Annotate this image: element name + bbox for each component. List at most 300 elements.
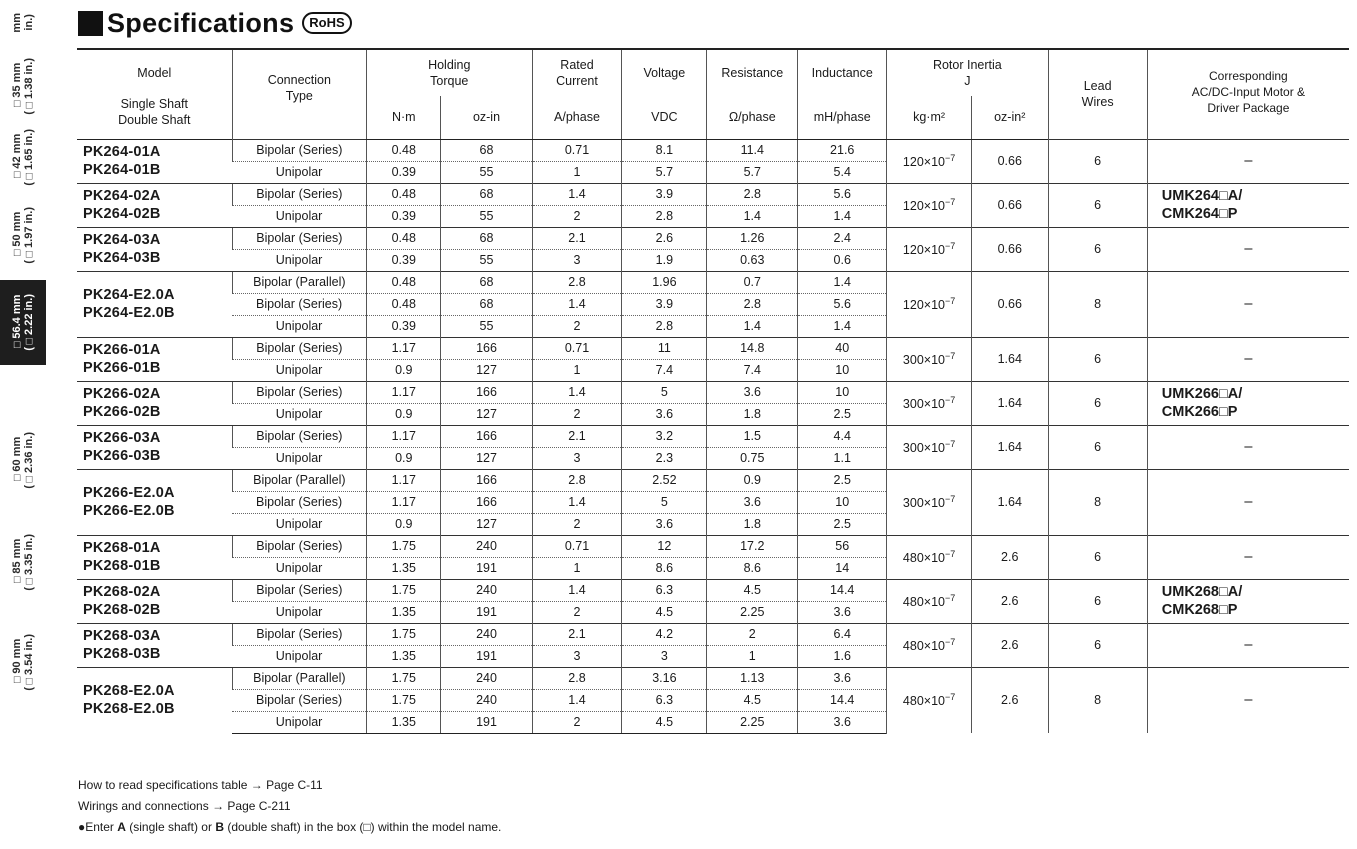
- package-cell: –: [1147, 535, 1349, 579]
- resistance-cell: 1.13: [707, 667, 798, 689]
- inertia-kgm2-cell: [887, 337, 972, 381]
- header-model: Model: [77, 49, 232, 96]
- inertia-ozin2-cell: 2.6: [971, 667, 1048, 733]
- torque-nm-cell: 1.17: [367, 381, 441, 403]
- table-row: [77, 271, 1349, 293]
- connection-type-cell: Unipolar: [232, 315, 366, 337]
- torque-ozin-cell: 127: [441, 359, 532, 381]
- inertia-kgm2-cell: [887, 381, 972, 425]
- table-row: [77, 139, 1349, 161]
- side-tab-label: □85 mm (□3.35 in.): [11, 534, 35, 591]
- package-cell: –: [1147, 667, 1349, 733]
- inertia-kgm2-cell: [887, 469, 972, 535]
- model-cell: [77, 337, 232, 381]
- lead-wires-cell: 8: [1048, 667, 1147, 733]
- connection-type-cell: Unipolar: [232, 557, 366, 579]
- current-cell: 2.8: [532, 667, 622, 689]
- connection-type-cell: Bipolar (Series): [232, 227, 366, 249]
- model-double-shaft: PK266-E2.0B: [83, 503, 175, 519]
- unit-inertia-ozin2: oz-in²: [971, 96, 1048, 139]
- header-connection-type: Connection Type: [232, 49, 366, 139]
- torque-ozin-cell: 68: [441, 139, 532, 161]
- connection-type-cell: Unipolar: [232, 447, 366, 469]
- package-cell: –: [1147, 469, 1349, 535]
- page-title: Specifications: [107, 7, 295, 38]
- inductance-cell: 5.6: [798, 183, 887, 205]
- current-cell: 1: [532, 359, 622, 381]
- inertia-mantissa: 120×10: [902, 155, 945, 170]
- torque-nm-cell: 0.9: [367, 513, 441, 535]
- torque-ozin-cell: 191: [441, 645, 532, 667]
- voltage-cell: 3.9: [622, 293, 707, 315]
- current-cell: 1.4: [532, 689, 622, 711]
- resistance-cell: 1.8: [707, 403, 798, 425]
- torque-ozin-cell: 127: [441, 447, 532, 469]
- inertia-exponent: −7: [944, 548, 956, 559]
- torque-nm-cell: 1.17: [367, 491, 441, 513]
- table-row: [77, 535, 1349, 557]
- inertia-exponent: −7: [944, 692, 956, 703]
- torque-nm-cell: 0.39: [367, 315, 441, 337]
- resistance-cell: 1.8: [707, 513, 798, 535]
- torque-nm-cell: 1.35: [367, 601, 441, 623]
- connection-type-cell: Unipolar: [232, 403, 366, 425]
- torque-ozin-cell: 166: [441, 337, 532, 359]
- model-single-shaft: PK266-01A: [83, 342, 161, 358]
- connection-type-cell: Bipolar (Series): [232, 535, 366, 557]
- voltage-cell: 2.8: [622, 315, 707, 337]
- side-tab-5[interactable]: [0, 420, 46, 500]
- side-tab-1[interactable]: [0, 55, 46, 117]
- inductance-cell: 6.4: [798, 623, 887, 645]
- model-single-shaft: PK266-03A: [83, 430, 161, 446]
- heading-square-icon: [78, 11, 103, 36]
- header-lead-wires: Lead Wires: [1048, 49, 1147, 139]
- package-cell: UMK268□A/ CMK268□P: [1147, 579, 1349, 623]
- unit-resistance: Ω/phase: [707, 96, 798, 139]
- connection-type-cell: Unipolar: [232, 601, 366, 623]
- table-row: [77, 183, 1349, 205]
- current-cell: 1: [532, 557, 622, 579]
- connection-type-cell: Bipolar (Parallel): [232, 469, 366, 491]
- inertia-mantissa: 300×10: [902, 353, 945, 368]
- torque-ozin-cell: 191: [441, 711, 532, 733]
- unit-torque-ozin: oz-in: [441, 96, 532, 139]
- model-single-shaft: PK264-02A: [83, 188, 161, 204]
- side-tab-6[interactable]: [0, 520, 46, 605]
- inductance-cell: 10: [798, 491, 887, 513]
- connection-type-cell: Bipolar (Series): [232, 689, 366, 711]
- inertia-mantissa: 480×10: [902, 551, 945, 566]
- inertia-ozin2-cell: 1.64: [971, 381, 1048, 425]
- header-rotor-inertia: Rotor Inertia J: [887, 49, 1048, 96]
- torque-ozin-cell: 55: [441, 249, 532, 271]
- torque-ozin-cell: 127: [441, 403, 532, 425]
- side-tab-label: □42 mm (□1.65 in.): [11, 129, 35, 186]
- inertia-ozin2-cell: 2.6: [971, 535, 1048, 579]
- lead-wires-cell: 8: [1048, 469, 1147, 535]
- inductance-cell: 4.4: [798, 425, 887, 447]
- torque-nm-cell: 1.75: [367, 623, 441, 645]
- inertia-exponent: −7: [944, 636, 956, 647]
- model-single-shaft: PK268-02A: [83, 584, 161, 600]
- model-single-shaft: PK264-E2.0A: [83, 287, 175, 303]
- lead-wires-cell: 6: [1048, 337, 1147, 381]
- inertia-ozin2-cell: 0.66: [971, 183, 1048, 227]
- side-tab-3[interactable]: [0, 200, 46, 270]
- voltage-cell: 5.7: [622, 161, 707, 183]
- table-row: [77, 337, 1349, 359]
- unit-voltage: VDC: [622, 96, 707, 139]
- package-cell: –: [1147, 337, 1349, 381]
- current-cell: 2: [532, 403, 622, 425]
- side-tab-2[interactable]: [0, 125, 46, 190]
- inductance-cell: 1.4: [798, 205, 887, 227]
- model-double-shaft: PK268-E2.0B: [83, 701, 175, 718]
- resistance-cell: 1.4: [707, 315, 798, 337]
- inductance-cell: 10: [798, 359, 887, 381]
- note-enter-box: ●Enter A (single shaft) or B (double shaft) in the box (□) within the model name.: [78, 820, 502, 834]
- connection-type-cell: Unipolar: [232, 645, 366, 667]
- table-row: [77, 425, 1349, 447]
- voltage-cell: 11: [622, 337, 707, 359]
- voltage-cell: 4.5: [622, 711, 707, 733]
- inertia-ozin2-cell: 0.66: [971, 271, 1048, 337]
- model-double-shaft: PK268-02B: [83, 602, 161, 618]
- lead-wires-cell: 6: [1048, 425, 1147, 469]
- table-row: [77, 227, 1349, 249]
- current-cell: 1.4: [532, 381, 622, 403]
- torque-ozin-cell: 240: [441, 667, 532, 689]
- side-tab-label: □35 mm (□1.38 in.): [11, 57, 35, 115]
- model-cell: [77, 381, 232, 425]
- torque-nm-cell: 1.35: [367, 711, 441, 733]
- inertia-exponent: −7: [944, 493, 956, 504]
- lead-wires-cell: 6: [1048, 579, 1147, 623]
- inductance-cell: 0.6: [798, 249, 887, 271]
- current-cell: 1.4: [532, 491, 622, 513]
- model-cell: [77, 623, 232, 667]
- torque-nm-cell: 1.75: [367, 579, 441, 601]
- torque-ozin-cell: 68: [441, 183, 532, 205]
- lead-wires-cell: 8: [1048, 271, 1147, 337]
- torque-nm-cell: 0.9: [367, 403, 441, 425]
- current-cell: 1: [532, 161, 622, 183]
- inertia-kgm2-cell: [887, 139, 972, 183]
- torque-nm-cell: 1.75: [367, 689, 441, 711]
- torque-ozin-cell: 166: [441, 381, 532, 403]
- torque-ozin-cell: 240: [441, 689, 532, 711]
- current-cell: 2.1: [532, 227, 622, 249]
- current-cell: 0.71: [532, 139, 622, 161]
- inertia-mantissa: 300×10: [902, 397, 945, 412]
- voltage-cell: 4.2: [622, 623, 707, 645]
- connection-type-cell: Unipolar: [232, 513, 366, 535]
- voltage-cell: 5: [622, 491, 707, 513]
- inertia-kgm2-cell: [887, 667, 972, 733]
- voltage-cell: 7.4: [622, 359, 707, 381]
- resistance-cell: 1.5: [707, 425, 798, 447]
- voltage-cell: 2.8: [622, 205, 707, 227]
- inductance-cell: 1.1: [798, 447, 887, 469]
- inductance-cell: 3.6: [798, 711, 887, 733]
- inertia-ozin2-cell: 2.6: [971, 623, 1048, 667]
- inductance-cell: 3.6: [798, 667, 887, 689]
- side-tab-label: □50 mm (□1.97 in.): [11, 206, 35, 264]
- connection-type-cell: Bipolar (Series): [232, 579, 366, 601]
- voltage-cell: 2.6: [622, 227, 707, 249]
- inertia-kgm2-cell: [887, 579, 972, 623]
- inertia-mantissa: 120×10: [902, 243, 945, 258]
- model-single-shaft: PK264-01A: [83, 144, 161, 160]
- inertia-kgm2-cell: [887, 183, 972, 227]
- resistance-cell: 2.25: [707, 711, 798, 733]
- resistance-cell: 1.26: [707, 227, 798, 249]
- torque-ozin-cell: 240: [441, 623, 532, 645]
- torque-nm-cell: 0.39: [367, 205, 441, 227]
- voltage-cell: 3.6: [622, 403, 707, 425]
- package-cell: –: [1147, 139, 1349, 183]
- resistance-cell: 11.4: [707, 139, 798, 161]
- side-tab-7[interactable]: [0, 620, 46, 705]
- inertia-mantissa: 120×10: [902, 298, 945, 313]
- torque-ozin-cell: 68: [441, 293, 532, 315]
- connection-type-cell: Bipolar (Parallel): [232, 667, 366, 689]
- torque-nm-cell: 0.48: [367, 227, 441, 249]
- inertia-exponent: −7: [944, 152, 956, 163]
- voltage-cell: 3.16: [622, 667, 707, 689]
- voltage-cell: 12: [622, 535, 707, 557]
- torque-ozin-cell: 240: [441, 535, 532, 557]
- current-cell: 2: [532, 315, 622, 337]
- inertia-mantissa: 480×10: [902, 639, 945, 654]
- model-cell: [77, 271, 232, 337]
- model-cell: [77, 139, 232, 183]
- current-cell: 1.4: [532, 183, 622, 205]
- torque-ozin-cell: 166: [441, 491, 532, 513]
- connection-type-cell: Unipolar: [232, 711, 366, 733]
- model-cell: [77, 579, 232, 623]
- rohs-badge: RoHS: [302, 12, 351, 34]
- section-heading: [78, 6, 352, 40]
- torque-ozin-cell: 55: [441, 161, 532, 183]
- torque-ozin-cell: 240: [441, 579, 532, 601]
- side-tab-label: mm in.): [11, 12, 35, 33]
- inductance-cell: 2.5: [798, 469, 887, 491]
- model-cell: [77, 227, 232, 271]
- inertia-exponent: −7: [944, 438, 956, 449]
- voltage-cell: 3.2: [622, 425, 707, 447]
- inertia-mantissa: 300×10: [902, 441, 945, 456]
- inertia-exponent: −7: [944, 394, 956, 405]
- model-double-shaft: PK266-03B: [83, 448, 161, 464]
- resistance-cell: 0.75: [707, 447, 798, 469]
- header-resistance: Resistance: [707, 49, 798, 96]
- unit-inertia-kgm2: kg·m²: [887, 96, 972, 139]
- inertia-ozin2-cell: 0.66: [971, 139, 1048, 183]
- current-cell: 2.8: [532, 469, 622, 491]
- voltage-cell: 2.52: [622, 469, 707, 491]
- model-double-shaft: PK264-01B: [83, 162, 161, 178]
- current-cell: 2.1: [532, 623, 622, 645]
- model-single-shaft: PK268-E2.0A: [83, 683, 175, 700]
- model-single-shaft: PK264-03A: [83, 232, 161, 248]
- resistance-cell: 0.9: [707, 469, 798, 491]
- voltage-cell: 1.96: [622, 271, 707, 293]
- resistance-cell: 1: [707, 645, 798, 667]
- model-cell: [77, 469, 232, 535]
- package-cell: –: [1147, 623, 1349, 667]
- header-shaft: Single Shaft Double Shaft: [77, 96, 232, 139]
- torque-nm-cell: 1.75: [367, 535, 441, 557]
- connection-type-cell: Bipolar (Series): [232, 139, 366, 161]
- current-cell: 2: [532, 601, 622, 623]
- package-cell: –: [1147, 425, 1349, 469]
- resistance-cell: 3.6: [707, 491, 798, 513]
- torque-nm-cell: 1.17: [367, 337, 441, 359]
- package-cell: –: [1147, 227, 1349, 271]
- header-rated-current: Rated Current: [532, 49, 622, 96]
- torque-nm-cell: 0.48: [367, 139, 441, 161]
- side-tab-strip: [0, 0, 46, 849]
- resistance-cell: 0.63: [707, 249, 798, 271]
- inertia-kgm2-cell: [887, 535, 972, 579]
- torque-nm-cell: 1.35: [367, 557, 441, 579]
- connection-type-cell: Bipolar (Series): [232, 293, 366, 315]
- model-cell: [77, 667, 232, 733]
- model-double-shaft: PK264-02B: [83, 206, 161, 222]
- inductance-cell: 3.6: [798, 601, 887, 623]
- current-cell: 3: [532, 249, 622, 271]
- resistance-cell: 5.7: [707, 161, 798, 183]
- inertia-ozin2-cell: 1.64: [971, 337, 1048, 381]
- side-tab-label: □90 mm (□3.54 in.): [11, 634, 35, 691]
- torque-ozin-cell: 191: [441, 557, 532, 579]
- header-voltage: Voltage: [622, 49, 707, 96]
- connection-type-cell: Bipolar (Parallel): [232, 271, 366, 293]
- connection-type-cell: Unipolar: [232, 359, 366, 381]
- voltage-cell: 3: [622, 645, 707, 667]
- inertia-exponent: −7: [944, 592, 956, 603]
- package-cell: UMK266□A/ CMK266□P: [1147, 381, 1349, 425]
- connection-type-cell: Bipolar (Series): [232, 425, 366, 447]
- model-cell: [77, 425, 232, 469]
- lead-wires-cell: 6: [1048, 139, 1147, 183]
- inertia-mantissa: 120×10: [902, 199, 945, 214]
- torque-nm-cell: 0.48: [367, 183, 441, 205]
- inertia-exponent: −7: [944, 295, 956, 306]
- inertia-kgm2-cell: [887, 623, 972, 667]
- torque-ozin-cell: 127: [441, 513, 532, 535]
- inductance-cell: 2.4: [798, 227, 887, 249]
- current-cell: 2.1: [532, 425, 622, 447]
- resistance-cell: 2.8: [707, 293, 798, 315]
- header-inductance: Inductance: [798, 49, 887, 96]
- inertia-kgm2-cell: [887, 271, 972, 337]
- inductance-cell: 5.4: [798, 161, 887, 183]
- table-row: [77, 667, 1349, 689]
- inductance-cell: 56: [798, 535, 887, 557]
- inertia-ozin2-cell: 0.66: [971, 227, 1048, 271]
- table-row: [77, 469, 1349, 491]
- voltage-cell: 8.1: [622, 139, 707, 161]
- inertia-mantissa: 300×10: [902, 496, 945, 511]
- inductance-cell: 1.4: [798, 315, 887, 337]
- inductance-cell: 10: [798, 381, 887, 403]
- lead-wires-cell: 6: [1048, 227, 1147, 271]
- model-double-shaft: PK266-02B: [83, 404, 161, 420]
- resistance-cell: 7.4: [707, 359, 798, 381]
- torque-nm-cell: 1.35: [367, 645, 441, 667]
- current-cell: 2: [532, 205, 622, 227]
- inertia-exponent: −7: [944, 196, 956, 207]
- torque-ozin-cell: 191: [441, 601, 532, 623]
- current-cell: 3: [532, 645, 622, 667]
- model-double-shaft: PK266-01B: [83, 360, 161, 376]
- resistance-cell: 2: [707, 623, 798, 645]
- torque-nm-cell: 1.17: [367, 469, 441, 491]
- side-tab-label: □56.4 mm (□2.22 in.): [11, 294, 35, 351]
- current-cell: 2.8: [532, 271, 622, 293]
- resistance-cell: 2.8: [707, 183, 798, 205]
- table-row: [77, 381, 1349, 403]
- torque-nm-cell: 1.17: [367, 425, 441, 447]
- connection-type-cell: Bipolar (Series): [232, 183, 366, 205]
- inertia-ozin2-cell: 2.6: [971, 579, 1048, 623]
- model-double-shaft: PK268-03B: [83, 646, 161, 662]
- inductance-cell: 21.6: [798, 139, 887, 161]
- footnotes: [78, 775, 501, 838]
- inertia-exponent: −7: [944, 350, 956, 361]
- torque-ozin-cell: 68: [441, 227, 532, 249]
- voltage-cell: 1.9: [622, 249, 707, 271]
- current-cell: 0.71: [532, 535, 622, 557]
- lead-wires-cell: 6: [1048, 623, 1147, 667]
- resistance-cell: 4.5: [707, 689, 798, 711]
- model-single-shaft: PK266-02A: [83, 386, 161, 402]
- table-row: [77, 579, 1349, 601]
- voltage-cell: 4.5: [622, 601, 707, 623]
- lead-wires-cell: 6: [1048, 381, 1147, 425]
- inertia-ozin2-cell: 1.64: [971, 425, 1048, 469]
- lead-wires-cell: 6: [1048, 183, 1147, 227]
- model-double-shaft: PK268-01B: [83, 558, 161, 574]
- resistance-cell: 14.8: [707, 337, 798, 359]
- package-cell: UMK264□A/ CMK264□P: [1147, 183, 1349, 227]
- torque-nm-cell: 0.9: [367, 447, 441, 469]
- side-tab-0[interactable]: [0, 0, 46, 45]
- resistance-cell: 17.2: [707, 535, 798, 557]
- torque-ozin-cell: 166: [441, 469, 532, 491]
- resistance-cell: 3.6: [707, 381, 798, 403]
- inertia-kgm2-cell: [887, 425, 972, 469]
- connection-type-cell: Unipolar: [232, 161, 366, 183]
- table-row: [77, 623, 1349, 645]
- current-cell: 2: [532, 711, 622, 733]
- voltage-cell: 6.3: [622, 689, 707, 711]
- connection-type-cell: Bipolar (Series): [232, 491, 366, 513]
- inductance-cell: 5.6: [798, 293, 887, 315]
- inertia-mantissa: 480×10: [902, 595, 945, 610]
- inductance-cell: 40: [798, 337, 887, 359]
- side-tab-4[interactable]: [0, 280, 46, 365]
- voltage-cell: 3.9: [622, 183, 707, 205]
- package-cell: –: [1147, 271, 1349, 337]
- model-single-shaft: PK268-01A: [83, 540, 161, 556]
- model-double-shaft: PK264-03B: [83, 250, 161, 266]
- inductance-cell: 14: [798, 557, 887, 579]
- voltage-cell: 5: [622, 381, 707, 403]
